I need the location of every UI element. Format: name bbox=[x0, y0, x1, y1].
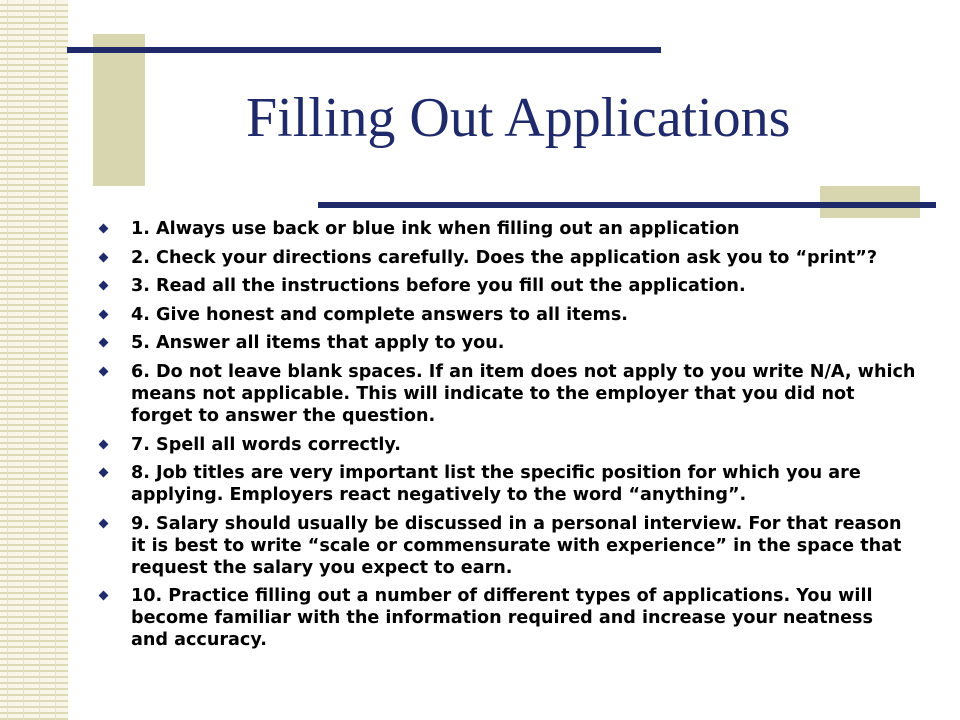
decorative-line-top bbox=[67, 47, 661, 53]
bullet-text: 9. Salary should usually be discussed in a personal interview. For that reason it is best to write “scale or commensurate with experience” in the space that request the salary you expect to earn. bbox=[131, 513, 902, 578]
diamond-icon bbox=[99, 439, 109, 449]
bullet-item bbox=[96, 332, 916, 354]
bullet-list bbox=[96, 218, 916, 658]
bullet-text: 5. Answer all items that apply to you. bbox=[131, 333, 505, 354]
bullet-item bbox=[96, 247, 916, 269]
bullet-text: 7. Spell all words correctly. bbox=[131, 434, 401, 455]
diamond-icon bbox=[99, 224, 109, 234]
bullet-item bbox=[96, 434, 916, 456]
bullet-item bbox=[96, 361, 916, 427]
diamond-icon bbox=[99, 281, 109, 291]
bullet-item bbox=[96, 462, 916, 506]
bullet-text: 6. Do not leave blank spaces. If an item does not apply to you write N/A, which means not applicable. This will indicate to the employer that you did not forget to answer the question. bbox=[131, 361, 916, 426]
diamond-icon bbox=[99, 309, 109, 319]
bullet-item bbox=[96, 304, 916, 326]
diamond-icon bbox=[99, 591, 109, 601]
slide-title: Filling Out Applications bbox=[246, 87, 791, 149]
decorative-line-mid bbox=[318, 202, 936, 208]
bullet-item bbox=[96, 585, 916, 651]
bullet-text: 4. Give honest and complete answers to all items. bbox=[131, 304, 628, 325]
diamond-icon bbox=[99, 367, 109, 377]
bullet-text: 2. Check your directions carefully. Does the application ask you to “print”? bbox=[131, 247, 878, 268]
decorative-block-left bbox=[93, 34, 145, 186]
diamond-icon bbox=[99, 468, 109, 478]
decorative-striped-strip bbox=[0, 0, 68, 720]
diamond-icon bbox=[99, 518, 109, 528]
bullet-text: 3. Read all the instructions before you fill out the application. bbox=[131, 276, 746, 297]
bullet-text: 8. Job titles are very important list the specific position for which you are applying. Employers react negatively to the word “anything”. bbox=[131, 463, 861, 506]
diamond-icon bbox=[99, 252, 109, 262]
bullet-item bbox=[96, 275, 916, 297]
bullet-text: 1. Always use back or blue ink when filling out an application bbox=[131, 219, 740, 239]
diamond-icon bbox=[99, 338, 109, 348]
bullet-text: 10. Practice filling out a number of different types of applications. You will become familiar with the information required and increase your neatness and accuracy. bbox=[131, 586, 873, 651]
bullet-item bbox=[96, 513, 916, 579]
bullet-item bbox=[96, 218, 916, 240]
